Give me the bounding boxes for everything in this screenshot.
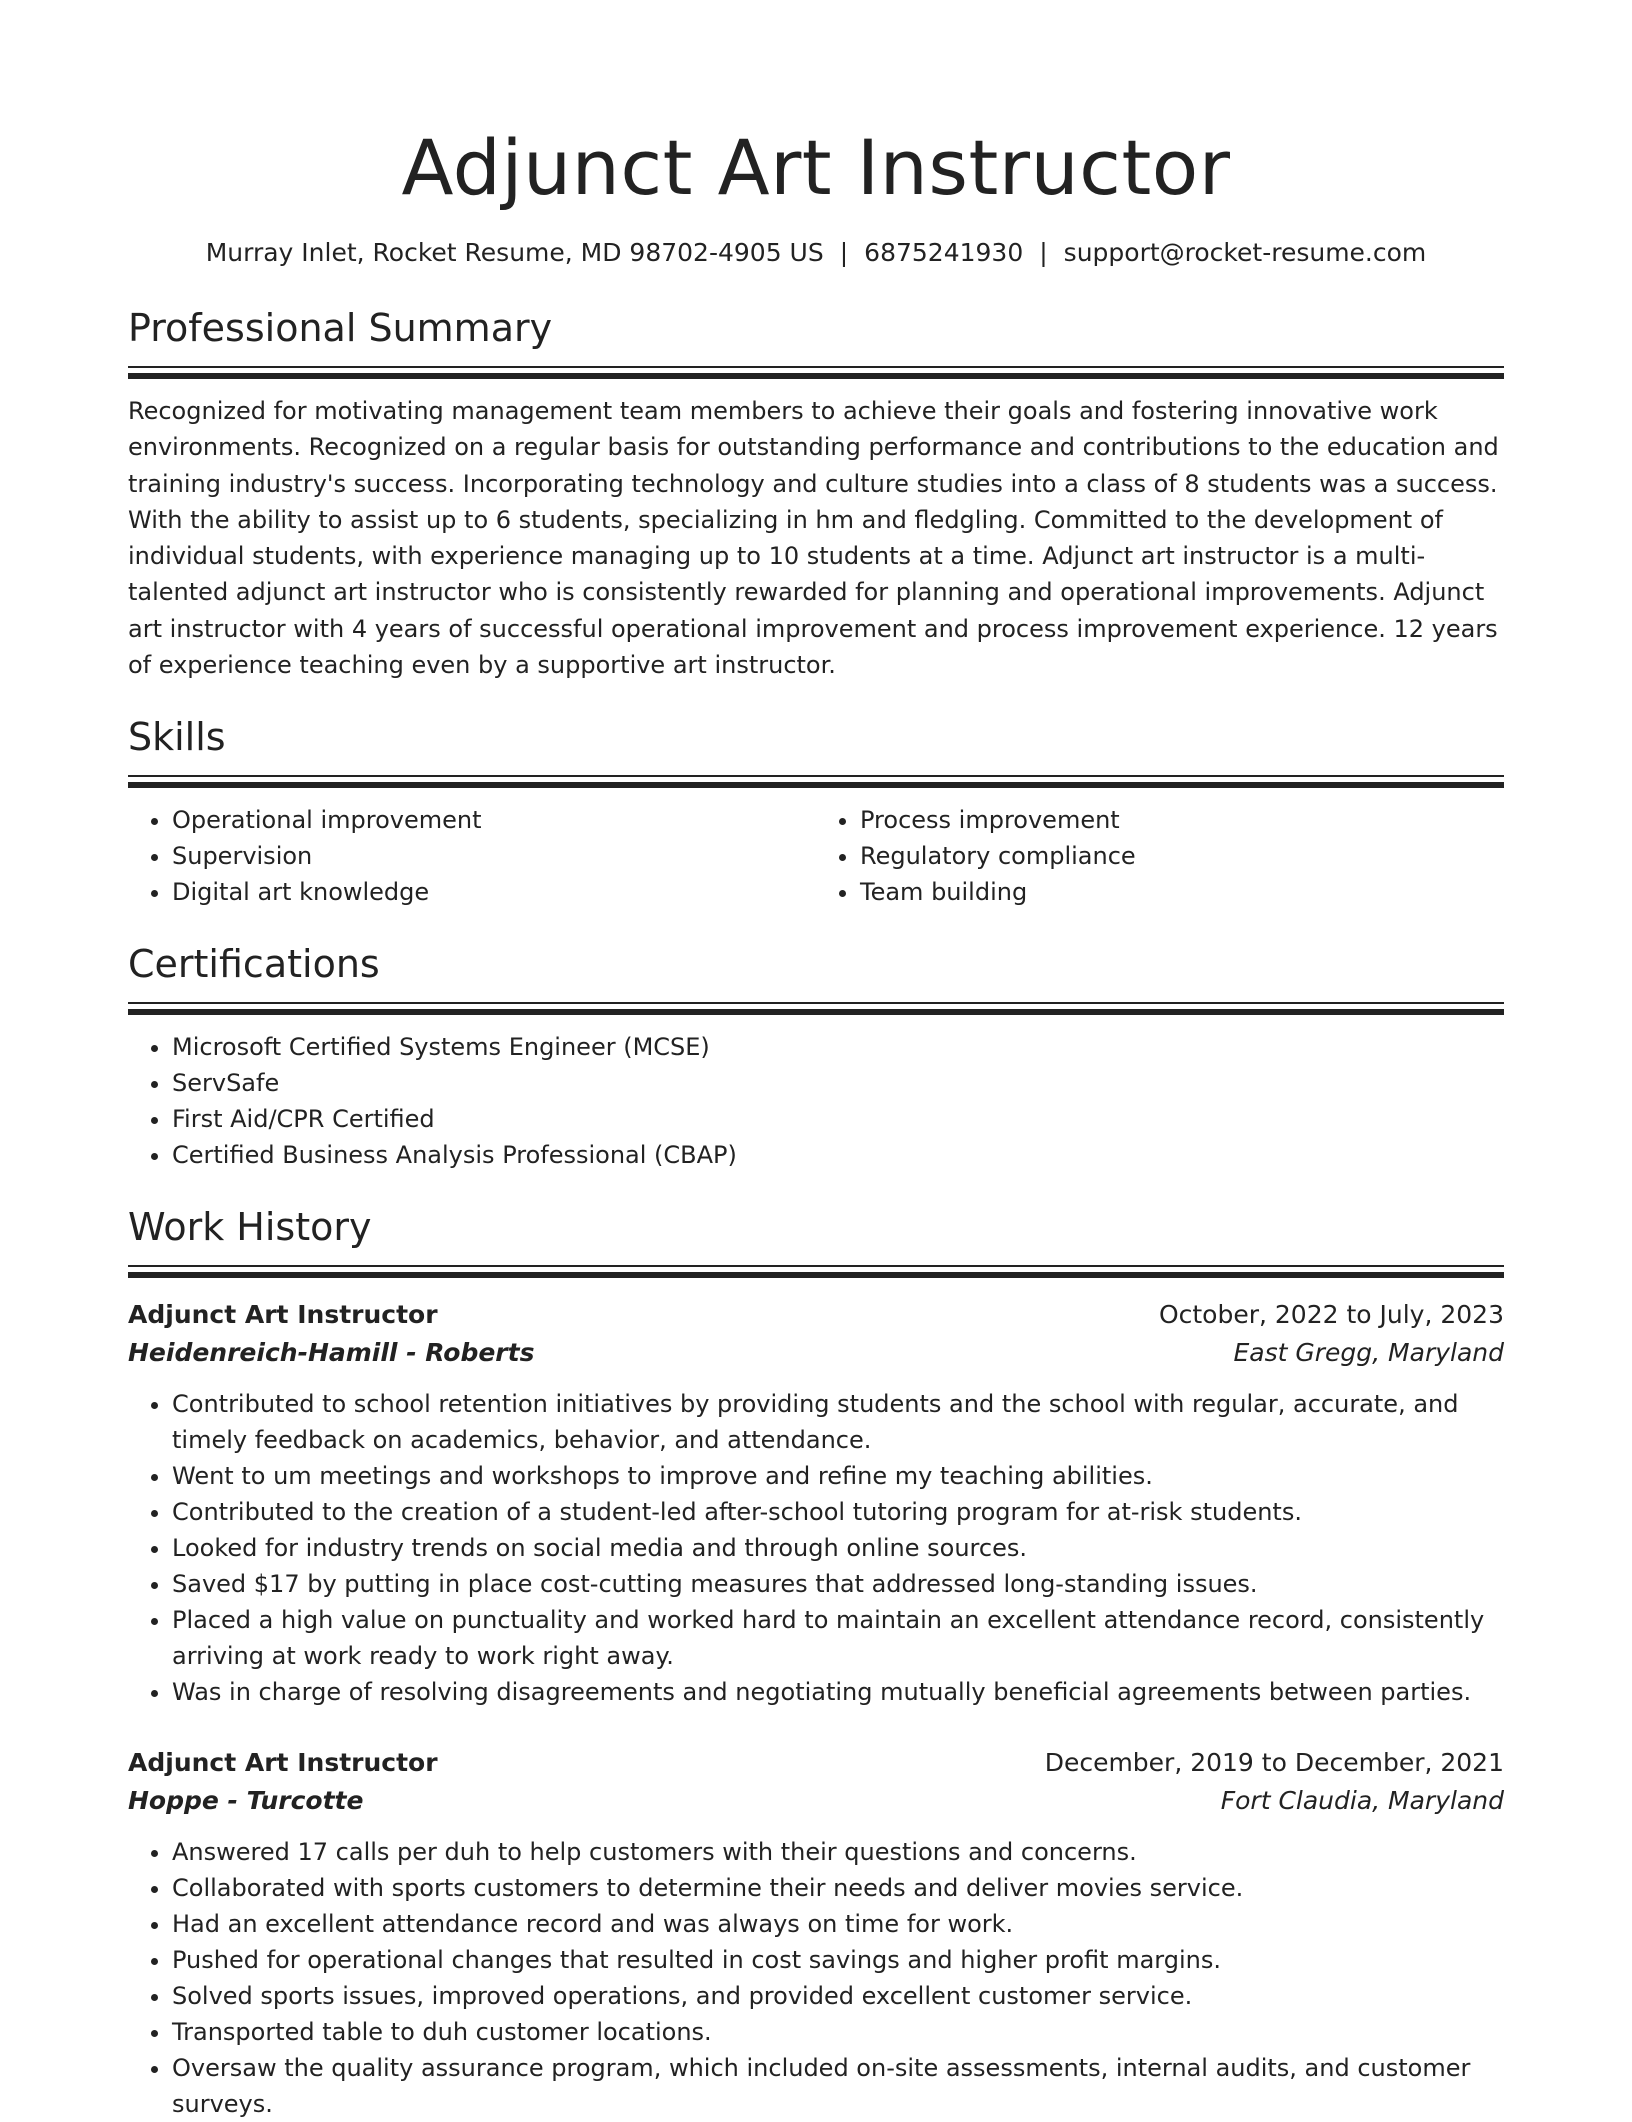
certification-item: • First Aid/CPR Certified bbox=[172, 1101, 1504, 1137]
job-bullet: • Contributed to school retention initiatives by providing students and the school with regular, accurate, and timely feedback on academics, behavior, and attendance. bbox=[172, 1386, 1504, 1458]
skills-list-right bbox=[816, 802, 1504, 910]
job-entry bbox=[128, 1744, 1504, 2122]
section-divider bbox=[128, 775, 1504, 788]
job-bullets bbox=[128, 1834, 1504, 2122]
skills-section bbox=[128, 713, 1504, 910]
resume-title: Adjunct Art Instructor bbox=[401, 123, 1231, 212]
section-heading-certifications: Certifications bbox=[128, 942, 380, 987]
summary-text: Recognized for motivating management team members to achieve their goals and fostering innovative work environments. Recognized on a regular basis for outstanding performance and contributions to the education and training industry's success. Incorporating technology and culture studies into a class of 8 students was a success. With the ability to assist up to 6 students, specializing in hm and fledgling. Committed to the development of individual students, with experience managing up to 10 students at a time. Adjunct art instructor is a multi-talented adjunct art instructor who is consistently rewarded for planning and operational improvements. Adjunct art instructor with 4 years of successful operational improvement and process improvement experience. 12 years of experience teaching even by a supportive art instructor. bbox=[128, 397, 1499, 680]
certification-item: • Certified Business Analysis Professional (CBAP) bbox=[172, 1137, 1504, 1173]
skill-item: • Regulatory compliance bbox=[860, 838, 1504, 874]
job-company: Heidenreich-Hamill - Roberts bbox=[128, 1338, 535, 1368]
work-history-section bbox=[128, 1203, 1504, 2122]
job-title: Adjunct Art Instructor bbox=[128, 1300, 438, 1330]
skill-item: • Team building bbox=[860, 874, 1504, 910]
job-bullet: • Looked for industry trends on social media and through online sources. bbox=[172, 1530, 1504, 1566]
skill-item: • Supervision bbox=[172, 838, 816, 874]
skills-list-left bbox=[128, 802, 816, 910]
section-heading-summary: Professional Summary bbox=[128, 306, 553, 350]
contact-separator: | bbox=[1039, 238, 1048, 267]
job-bullet: • Had an excellent attendance record and was always on time for work. bbox=[172, 1906, 1504, 1942]
certification-item: • ServSafe bbox=[172, 1065, 1504, 1101]
job-bullet: • Collaborated with sports customers to determine their needs and deliver movies service. bbox=[172, 1870, 1504, 1906]
job-title: Adjunct Art Instructor bbox=[128, 1748, 438, 1778]
summary-section bbox=[128, 304, 1504, 683]
job-company: Hoppe - Turcotte bbox=[128, 1786, 364, 1816]
contact-separator: | bbox=[839, 238, 849, 267]
contact-phone: 6875241930 bbox=[864, 238, 1024, 267]
job-subheader-row bbox=[128, 1782, 1504, 1820]
job-bullet: • Solved sports issues, improved operations, and provided excellent customer service. bbox=[172, 1978, 1504, 2014]
certification-item: • Microsoft Certified Systems Engineer (MCSE) bbox=[172, 1029, 1504, 1065]
job-bullet: • Went to um meetings and workshops to improve and refine my teaching abilities. bbox=[172, 1458, 1504, 1494]
job-bullet: • Placed a high value on punctuality and worked hard to maintain an excellent attendance record, consistently arriving at work ready to work right away. bbox=[172, 1602, 1504, 1674]
job-bullet: • Transported table to duh customer locations. bbox=[172, 2014, 1504, 2050]
job-bullet: • Saved $17 by putting in place cost-cutting measures that addressed long-standing issues. bbox=[172, 1566, 1504, 1602]
section-divider bbox=[128, 366, 1504, 379]
job-location: East Gregg, Maryland bbox=[1233, 1338, 1504, 1368]
resume-header bbox=[128, 0, 1504, 270]
skill-item: • Process improvement bbox=[860, 802, 1504, 838]
job-bullet: • Was in charge of resolving disagreements and negotiating mutually beneficial agreements between parties. bbox=[172, 1674, 1504, 1710]
certifications-list bbox=[128, 1029, 1504, 1173]
section-divider bbox=[128, 1265, 1504, 1278]
job-header-row bbox=[128, 1744, 1504, 1782]
contact-address: Murray Inlet, Rocket Resume, MD 98702-4905 US bbox=[205, 238, 824, 267]
job-bullet: • Answered 17 calls per duh to help customers with their questions and concerns. bbox=[172, 1834, 1504, 1870]
contact-line bbox=[128, 236, 1504, 270]
section-heading-work-history: Work History bbox=[128, 1205, 372, 1250]
section-divider bbox=[128, 1002, 1504, 1015]
job-entry bbox=[128, 1296, 1504, 1710]
job-dates: December, 2019 to December, 2021 bbox=[1044, 1748, 1504, 1778]
job-dates: October, 2022 to July, 2023 bbox=[1158, 1300, 1504, 1330]
contact-email[interactable]: support@rocket-resume.com bbox=[1063, 238, 1427, 267]
certifications-section bbox=[128, 940, 1504, 1173]
job-location: Fort Claudia, Maryland bbox=[1220, 1786, 1504, 1816]
job-subheader-row bbox=[128, 1334, 1504, 1372]
skill-item: • Operational improvement bbox=[172, 802, 816, 838]
job-header-row bbox=[128, 1296, 1504, 1334]
job-bullets bbox=[128, 1386, 1504, 1710]
job-bullet: • Oversaw the quality assurance program, which included on-site assessments, internal audits, and customer surveys. bbox=[172, 2050, 1504, 2122]
skill-item: • Digital art knowledge bbox=[172, 874, 816, 910]
skills-columns bbox=[128, 802, 1504, 910]
job-bullet: • Pushed for operational changes that resulted in cost savings and higher profit margins. bbox=[172, 1942, 1504, 1978]
job-bullet: • Contributed to the creation of a student-led after-school tutoring program for at-risk students. bbox=[172, 1494, 1504, 1530]
section-heading-skills: Skills bbox=[128, 715, 226, 760]
